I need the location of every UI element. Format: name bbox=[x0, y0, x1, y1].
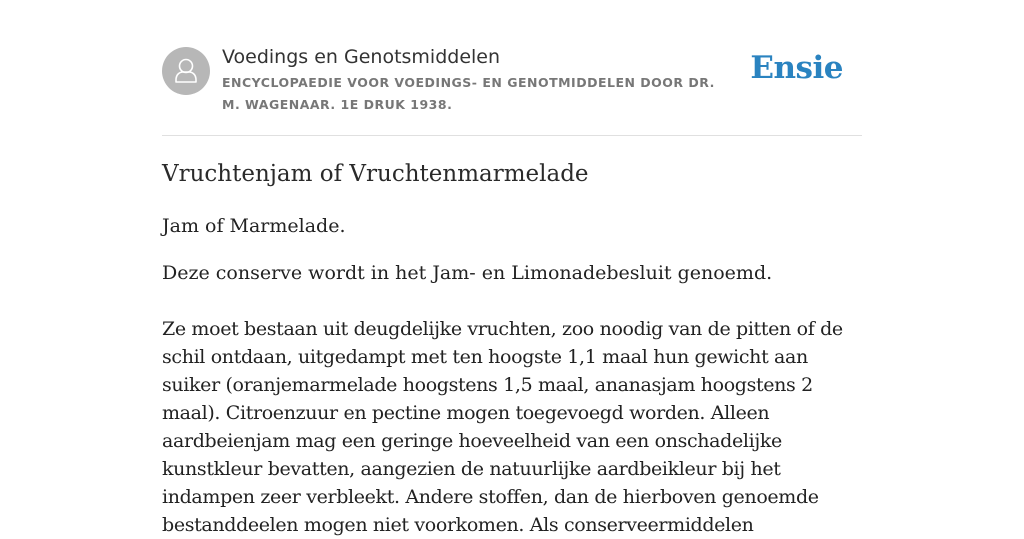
article bbox=[162, 150, 868, 539]
source-title[interactable]: Voedings en Genotsmiddelen bbox=[222, 46, 501, 68]
article-title: Vruchtenjam of Vruchtenmarmelade bbox=[162, 161, 589, 187]
header-divider bbox=[162, 135, 862, 136]
article-lead: Jam of Marmelade. bbox=[162, 215, 346, 237]
user-icon bbox=[162, 47, 210, 95]
article-paragraph: Deze conserve wordt in het Jam- en Limonadebesluit genoemd. bbox=[162, 262, 773, 284]
brand-logo[interactable]: Ensie bbox=[750, 50, 843, 86]
article-paragraph: Ze moet bestaan uit deugdelijke vruchten, zoo noodig van de pitten of de schil ontdaan, uitgedampt met ten hoogste 1,1 maal hun gewicht aan suiker (oranjemarmelade hoogstens 1,5 maal, ananasjam hoogstens 2 maal). Citroenzuur en pectine mogen toegevoegd worden. Alleen aardbeienjam mag een geringe hoeveelheid van een onschadelijke kunstkleur bevatten, aangezien de natuurlijke aardbeikleur bij het indampen zeer verbleekt. Andere stoffen, dan de hierboven genoemde bestanddeelen mogen niet voorkomen. Als conserveermiddelen bbox=[162, 318, 843, 536]
source-subtitle: ENCYCLOPAEDIE VOOR VOEDINGS- EN GENOTMIDDELEN DOOR DR. M. WAGENAAR. 1E DRUK 1938. bbox=[222, 75, 715, 112]
source-header bbox=[162, 46, 862, 136]
source-avatar bbox=[162, 47, 210, 95]
